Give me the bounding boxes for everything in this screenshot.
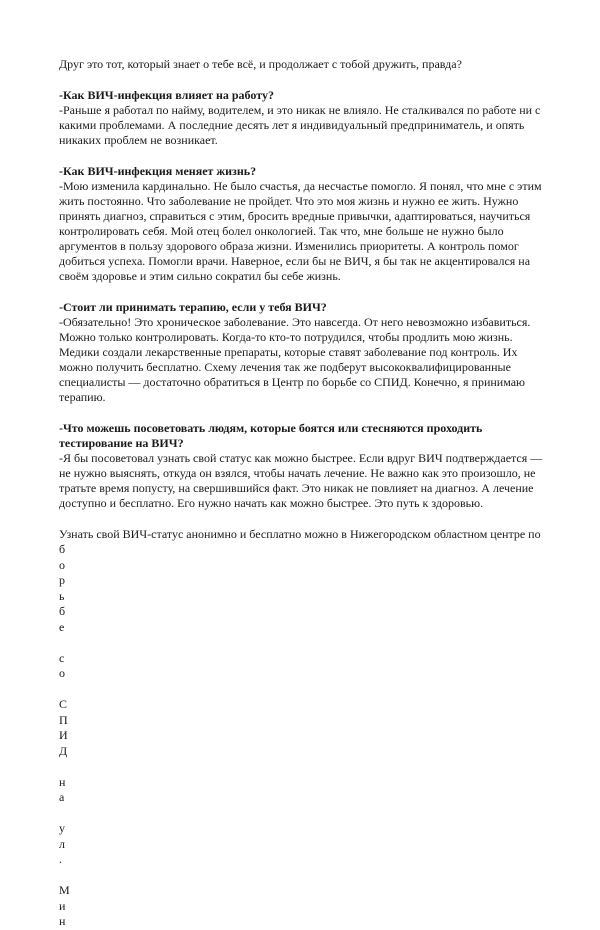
outro-column-char: И: [59, 728, 68, 742]
answer-paragraph: -Мою изменила кардинально. Не было счастья, да несчастье помогло. Я понял, что мне с этим жить постоянно. Что заболевание не пройдет. Что это моя жизнь и нужно ее жить. Нужно принять диагноз, справиться с этим, бросить вредные привычки, адаптироваться, научиться контролировать себя. Мой отец болел онкологией. Так что, мне больше не нужно было аргументов в пользу здорового образа жизни. Изменились приоритеты. А контроль помог добиться успеха. Помогли врачи. Наверное, если бы не ВИЧ, я бы так не акцентировался на своём здоровье и этим сильно сократил бы себе жизнь.: [59, 179, 542, 283]
outro-column-char: Д: [59, 743, 68, 758]
outro-column-char: [59, 868, 83, 884]
outro-column-char: о: [59, 666, 65, 680]
outro-column-char: .: [59, 852, 62, 866]
outro-column-char: ь: [59, 588, 65, 603]
outro-column-char: е: [59, 619, 65, 634]
outro-column-char: М: [59, 883, 70, 897]
outro-column-char: о: [59, 557, 65, 572]
outro-column-char: [59, 635, 83, 651]
document-page: [59, 57, 549, 930]
outro-vertical-text: [59, 542, 83, 930]
qa-block-work: [59, 88, 549, 148]
question-heading: -Что можешь посоветовать людям, которые боятся или стесняются проходить тестирование на ВИЧ?: [59, 421, 483, 450]
qa-block-testing: [59, 421, 549, 511]
outro-column-char: [59, 759, 83, 775]
answer-paragraph: -Обязательно! Это хроническое заболевание. Это навсегда. От него невозможно избавиться. Можно только контролировать. Когда-то кто-то потрудился, чтобы продлить мою жизнь. Медики создали лекарственные препараты, которые ставят заболевание под контроль. Их можно получить бесплатно. Схему лечения так же подберут высококвалифицированные специалисты — достаточно обратиться в Центр по борьбе со СПИД. Конечно, я принимаю терапию.: [59, 315, 531, 404]
question-heading: -Как ВИЧ-инфекция меняет жизнь?: [59, 164, 257, 178]
answer-paragraph: -Я бы посоветовал узнать свой статус как можно быстрее. Если вдруг ВИЧ подтверждается — не нужно выяснять, откуда он взялся, чтобы начать лечение. Не важно как это произошло, не тратьте время попусту, на свершившийся факт. Это никак не повлияет на диагноз. А лечение доступно и бесплатно. Его нужно начать как можно быстрее. Это путь к здоровью.: [59, 451, 543, 510]
outro-column-char: а: [59, 790, 65, 804]
outro-column-char: [59, 682, 83, 698]
intro-paragraph: Друг это тот, который знает о тебе всё, и продолжает с тобой дружить, правда?: [59, 57, 462, 71]
outro-column-char: н: [59, 914, 66, 928]
outro-column-char: П: [59, 712, 68, 727]
outro-column-char: и: [59, 898, 66, 913]
qa-block-therapy: [59, 300, 549, 405]
question-heading: -Как ВИЧ-инфекция влияет на работу?: [59, 88, 274, 102]
outro-column-char: б: [59, 542, 66, 556]
qa-block-life: [59, 164, 549, 284]
outro-paragraph: Узнать свой ВИЧ-статус анонимно и бесплатно можно в Нижегородском областном центре по: [59, 527, 541, 541]
question-heading: -Стоит ли принимать терапию, если у тебя ВИЧ?: [59, 300, 327, 314]
outro-column-char: р: [59, 573, 65, 587]
outro-column-char: л: [59, 836, 65, 851]
answer-paragraph: -Раньше я работал по найму, водителем, и это никак не влияло. Не сталкивался по работе ни с какими проблемами. А последние десять лет я индивидуальный предприниматель, и опять никаких проблем не возникает.: [59, 103, 541, 147]
outro-column-char: у: [59, 821, 65, 835]
outro-column-char: [59, 806, 83, 822]
outro-column-char: с: [59, 650, 65, 665]
outro-column-char: н: [59, 774, 66, 789]
outro-column-char: б: [59, 604, 66, 618]
outro-column-char: С: [59, 697, 68, 711]
